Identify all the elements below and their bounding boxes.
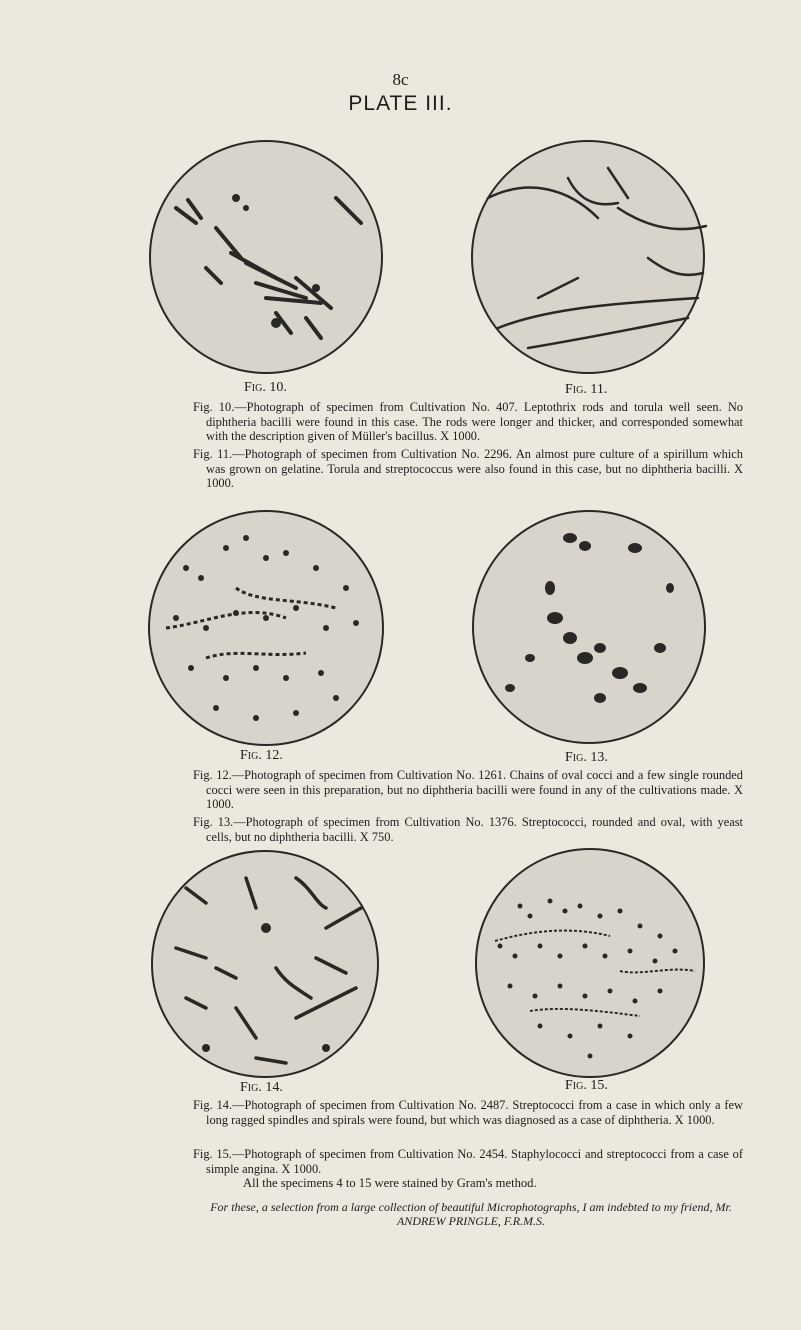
caption-fig-13: Fig. 13.—Photograph of specimen from Cultivation No. 1376. Streptococci, rounded and oval, with yeast cells, but no diphtheria bacilli. X 750. (193, 815, 743, 844)
micrograph-fig-12 (146, 508, 386, 748)
caption-fig-11: Fig. 11.—Photograph of specimen from Cultivation No. 2296. An almost pure culture of a spirillum which was grown on gelatine. Torula and streptococcus were also found in this case, but no diphtheria bacilli. X 1000. (193, 447, 743, 490)
page-number: 8c (392, 70, 409, 89)
caption-fig-12: Fig. 12.—Photograph of specimen from Cultivation No. 1261. Chains of oval cocci and a few single rounded cocci were seen in this preparation, but no diphtheria bacilli were found in any of the cultivations made. X 1000. (193, 768, 743, 811)
figure-label-13: Fig. 13. (565, 750, 608, 765)
micrograph-fig-13 (470, 508, 708, 746)
caption-fig-10: Fig. 10.—Photograph of specimen from Cultivation No. 407. Leptothrix rods and torula well seen. No diphtheria bacilli were found in this case. The rods were longer and thicker, and corresponded somewhat with the description given of Müller's bacillus. X 1000. (193, 400, 743, 443)
figure-label-15: Fig. 15. (565, 1078, 608, 1093)
micrograph-fig-10 (146, 138, 386, 376)
plate-title: PLATE III. (348, 92, 453, 115)
figure-label-11: Fig. 11. (565, 382, 608, 397)
micrograph-fig-15 (470, 846, 710, 1080)
micrograph-fig-14 (146, 848, 384, 1080)
micrograph-fig-11 (468, 138, 708, 376)
stain-note: All the specimens 4 to 15 were stained by Gram's method. (243, 1176, 537, 1190)
figure-label-10: Fig. 10. (244, 380, 287, 395)
caption-fig-15: Fig. 15.—Photograph of specimen from Cultivation No. 2454. Staphylococci and streptococci from a case of simple angina. X 1000. (193, 1147, 743, 1176)
figure-label-12: Fig. 12. (240, 748, 283, 763)
figure-label-14-visible: Fig. 14. (240, 1080, 283, 1095)
caption-fig-14: Fig. 14.—Photograph of specimen from Cultivation No. 2487. Streptococci from a case in which only a few long ragged spindles and spirals were found, but which was diagnosed as a case of diphtheria. X 1000. (193, 1098, 743, 1127)
credit-note: For these, a selection from a large collection of beautiful Microphotographs, I am indebted to my friend, Mr. ANDREW PRINGLE, F.R.M.S. (210, 1200, 732, 1228)
